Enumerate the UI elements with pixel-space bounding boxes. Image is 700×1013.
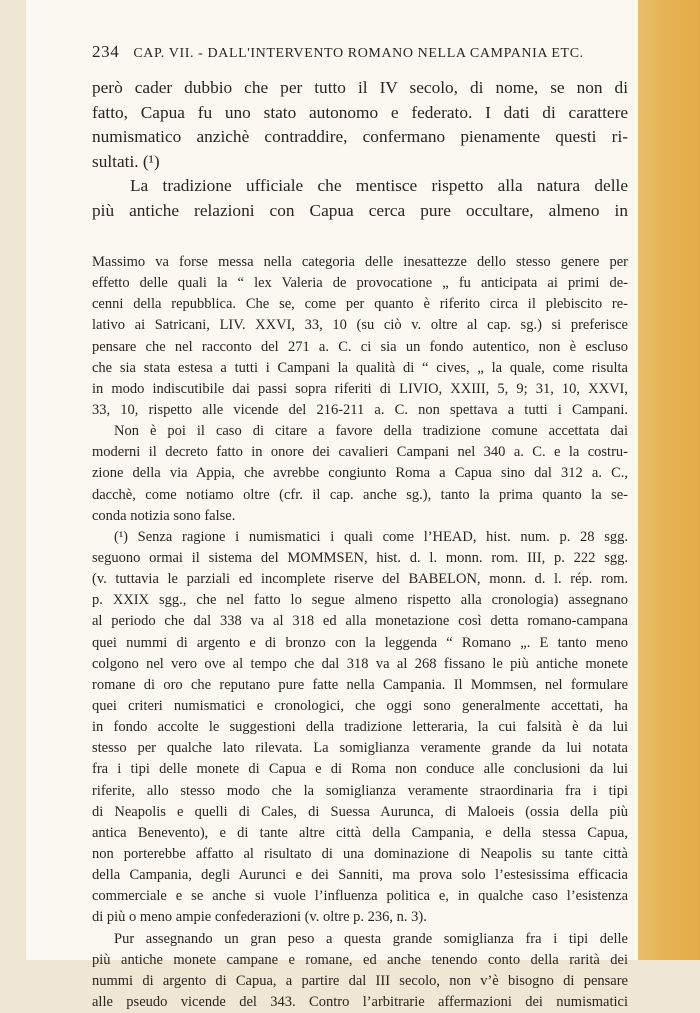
footnote-line: Non è poi il caso di citare a favore della tradizione comune accettata dai <box>114 423 628 440</box>
footnote-line: lativo ai Satricani, LIV. XXVI, 33, 10 (su ciò v. oltre al cap. sg.) si preferisce <box>92 317 628 334</box>
footnotes <box>92 252 628 1013</box>
footnote-line: conda notizia sono false. <box>92 507 236 524</box>
text-line: più antiche relazioni con Capua cerca pure occultare, almeno in <box>92 200 628 220</box>
footnote-line: al periodo che dal 338 va al 318 ed alla monetazione così detta romano-campana <box>92 613 628 630</box>
text-line: sultati. (¹) <box>92 151 160 171</box>
footnote-line: fra i tipi delle monete di Capua e di Roma non conduce alle conclusioni da lui <box>92 761 628 778</box>
footnote-line: (¹) Senza ragione i numismatici i quali come l’HEAD, hist. num. p. 28 sgg. <box>114 528 628 545</box>
page-number: 234 <box>92 42 120 61</box>
footnote-line: nummi di argento di Capua, a partire dal III secolo, non v’è bisogno di pensare <box>92 972 628 989</box>
footnote-line: p. XXIX sgg., che nel fatto lo segue almeno rispetto alla cronologia) assegnano <box>92 592 628 609</box>
footnote-line: 33, 10, rispetto alle vicende del 216-211 a. C. non spettava a tutti i Campani. <box>92 401 628 418</box>
footnote-line: romane di oro che reputano pure fatte nella Campania. Il Mommsen, nel formulare <box>92 676 628 693</box>
footnote-line: che sia stata estesa a tutti i Campani la qualità di “ cives, „ la quale, come risulta <box>92 359 628 376</box>
footnote-line: pensare che nel racconto del 271 a. C. ci sia un fondo autentico, non è escluso <box>92 338 628 355</box>
running-header <box>92 42 628 62</box>
main-text <box>92 76 628 223</box>
page-edge <box>638 0 700 960</box>
running-title: CAP. VII. - DALL'INTERVENTO ROMANO NELLA CAMPANIA ETC. <box>133 46 584 61</box>
footnote-line: seguono ormai il sistema del MOMMSEN, hist. d. l. monn. rom. III, p. 222 sgg. <box>92 549 628 566</box>
footnote-line: quei nummi di argento e di bronzo con la leggenda “ Romano „. E tanto meno <box>92 634 628 651</box>
footnote-line: colgono nel vero ove al tempo che dal 318 va al 268 fissano le più antiche monete <box>92 655 628 672</box>
footnote-line: Massimo va forse messa nella categoria delle inesattezze dello stesso genere per <box>92 254 628 270</box>
footnote-line: Pur assegnando un gran peso a questa grande somiglianza fra i tipi delle <box>114 930 628 947</box>
footnote-line: in modo indiscutibile dai passi sopra riferiti di LIVIO, XXIII, 5, 9; 31, 10, XXVI, <box>92 380 628 397</box>
footnote-line: cenni della repubblica. Che se, come per quanto è riferito circa il plebiscito re- <box>92 296 628 313</box>
text-line: però cader dubbio che per tutto il IV secolo, di nome, se non di <box>92 78 628 97</box>
footnote-line: in fondo accolte le suggestioni della tradizione letteraria, la cui falsità è da lui <box>92 719 628 736</box>
footnote-line: dacchè, come notiamo oltre (cfr. il cap. anche sg.), tanto la prima quanto la se- <box>92 486 628 503</box>
footnote-line: stesso per qualche lato rilevata. La somiglianza veramente grande da lui notata <box>92 740 628 757</box>
text-line: La tradizione ufficiale che mentisce rispetto alla natura delle <box>130 176 628 195</box>
footnote-line: di più o meno ampie confederazioni (v. oltre p. 236, n. 3). <box>92 909 427 926</box>
footnote-line: di Neapolis e quelli di Cales, di Suessa Aurunca, di Maloeis (ossia della più <box>92 803 628 820</box>
text-line: numismatico anzichè contraddire, confermano pienamente questi ri- <box>92 127 628 146</box>
footnote-line: moderni il decreto fatto in onore dei cavalieri Campani nel 340 a. C. e la costru- <box>92 444 628 461</box>
footnote-line: (v. tuttavia le parziali ed incomplete riserve del BABELON, monn. d. l. rép. rom. <box>92 571 628 588</box>
footnote-line: alle pseudo vicende del 343. Contro l’arbitrarie affermazioni dei numismatici <box>92 993 628 1010</box>
footnote-line: quei criteri numismatici e cronologici, che oggi sono generalmente accettati, ha <box>92 697 628 714</box>
footnote-line: riferite, allo stesso modo che la somiglianza veramente straordinaria fra i tipi <box>92 782 628 799</box>
footnote-line: effetto delle quali la “ lex Valeria de provocatione „ fu anticipata ai primi de- <box>92 275 628 292</box>
footnote-line: non porterebbe affatto al risultato di una dominazione di Neapolis su tante città <box>92 845 628 862</box>
footnote-line: della Campania, degli Aurunci e dei Sanniti, ma prova solo l’estesissima efficacia <box>92 867 628 884</box>
footnote-line: antica Benevento), e di tante altre città della Campania, e della stessa Capua, <box>92 824 628 841</box>
footnote-line: zione della via Appia, che avrebbe congiunto Roma a Capua sino dal 312 a. C., <box>92 465 628 482</box>
footnote-line: più antiche monete campane e romane, ed anche tenendo conto della rarità dei <box>92 951 628 968</box>
footnote-line: commerciale e se anche si vuole l’influenza politica e, in qualche caso l’esistenza <box>92 888 628 905</box>
text-line: fatto, Capua fu uno stato autonomo e federato. I dati di carattere <box>92 102 628 122</box>
